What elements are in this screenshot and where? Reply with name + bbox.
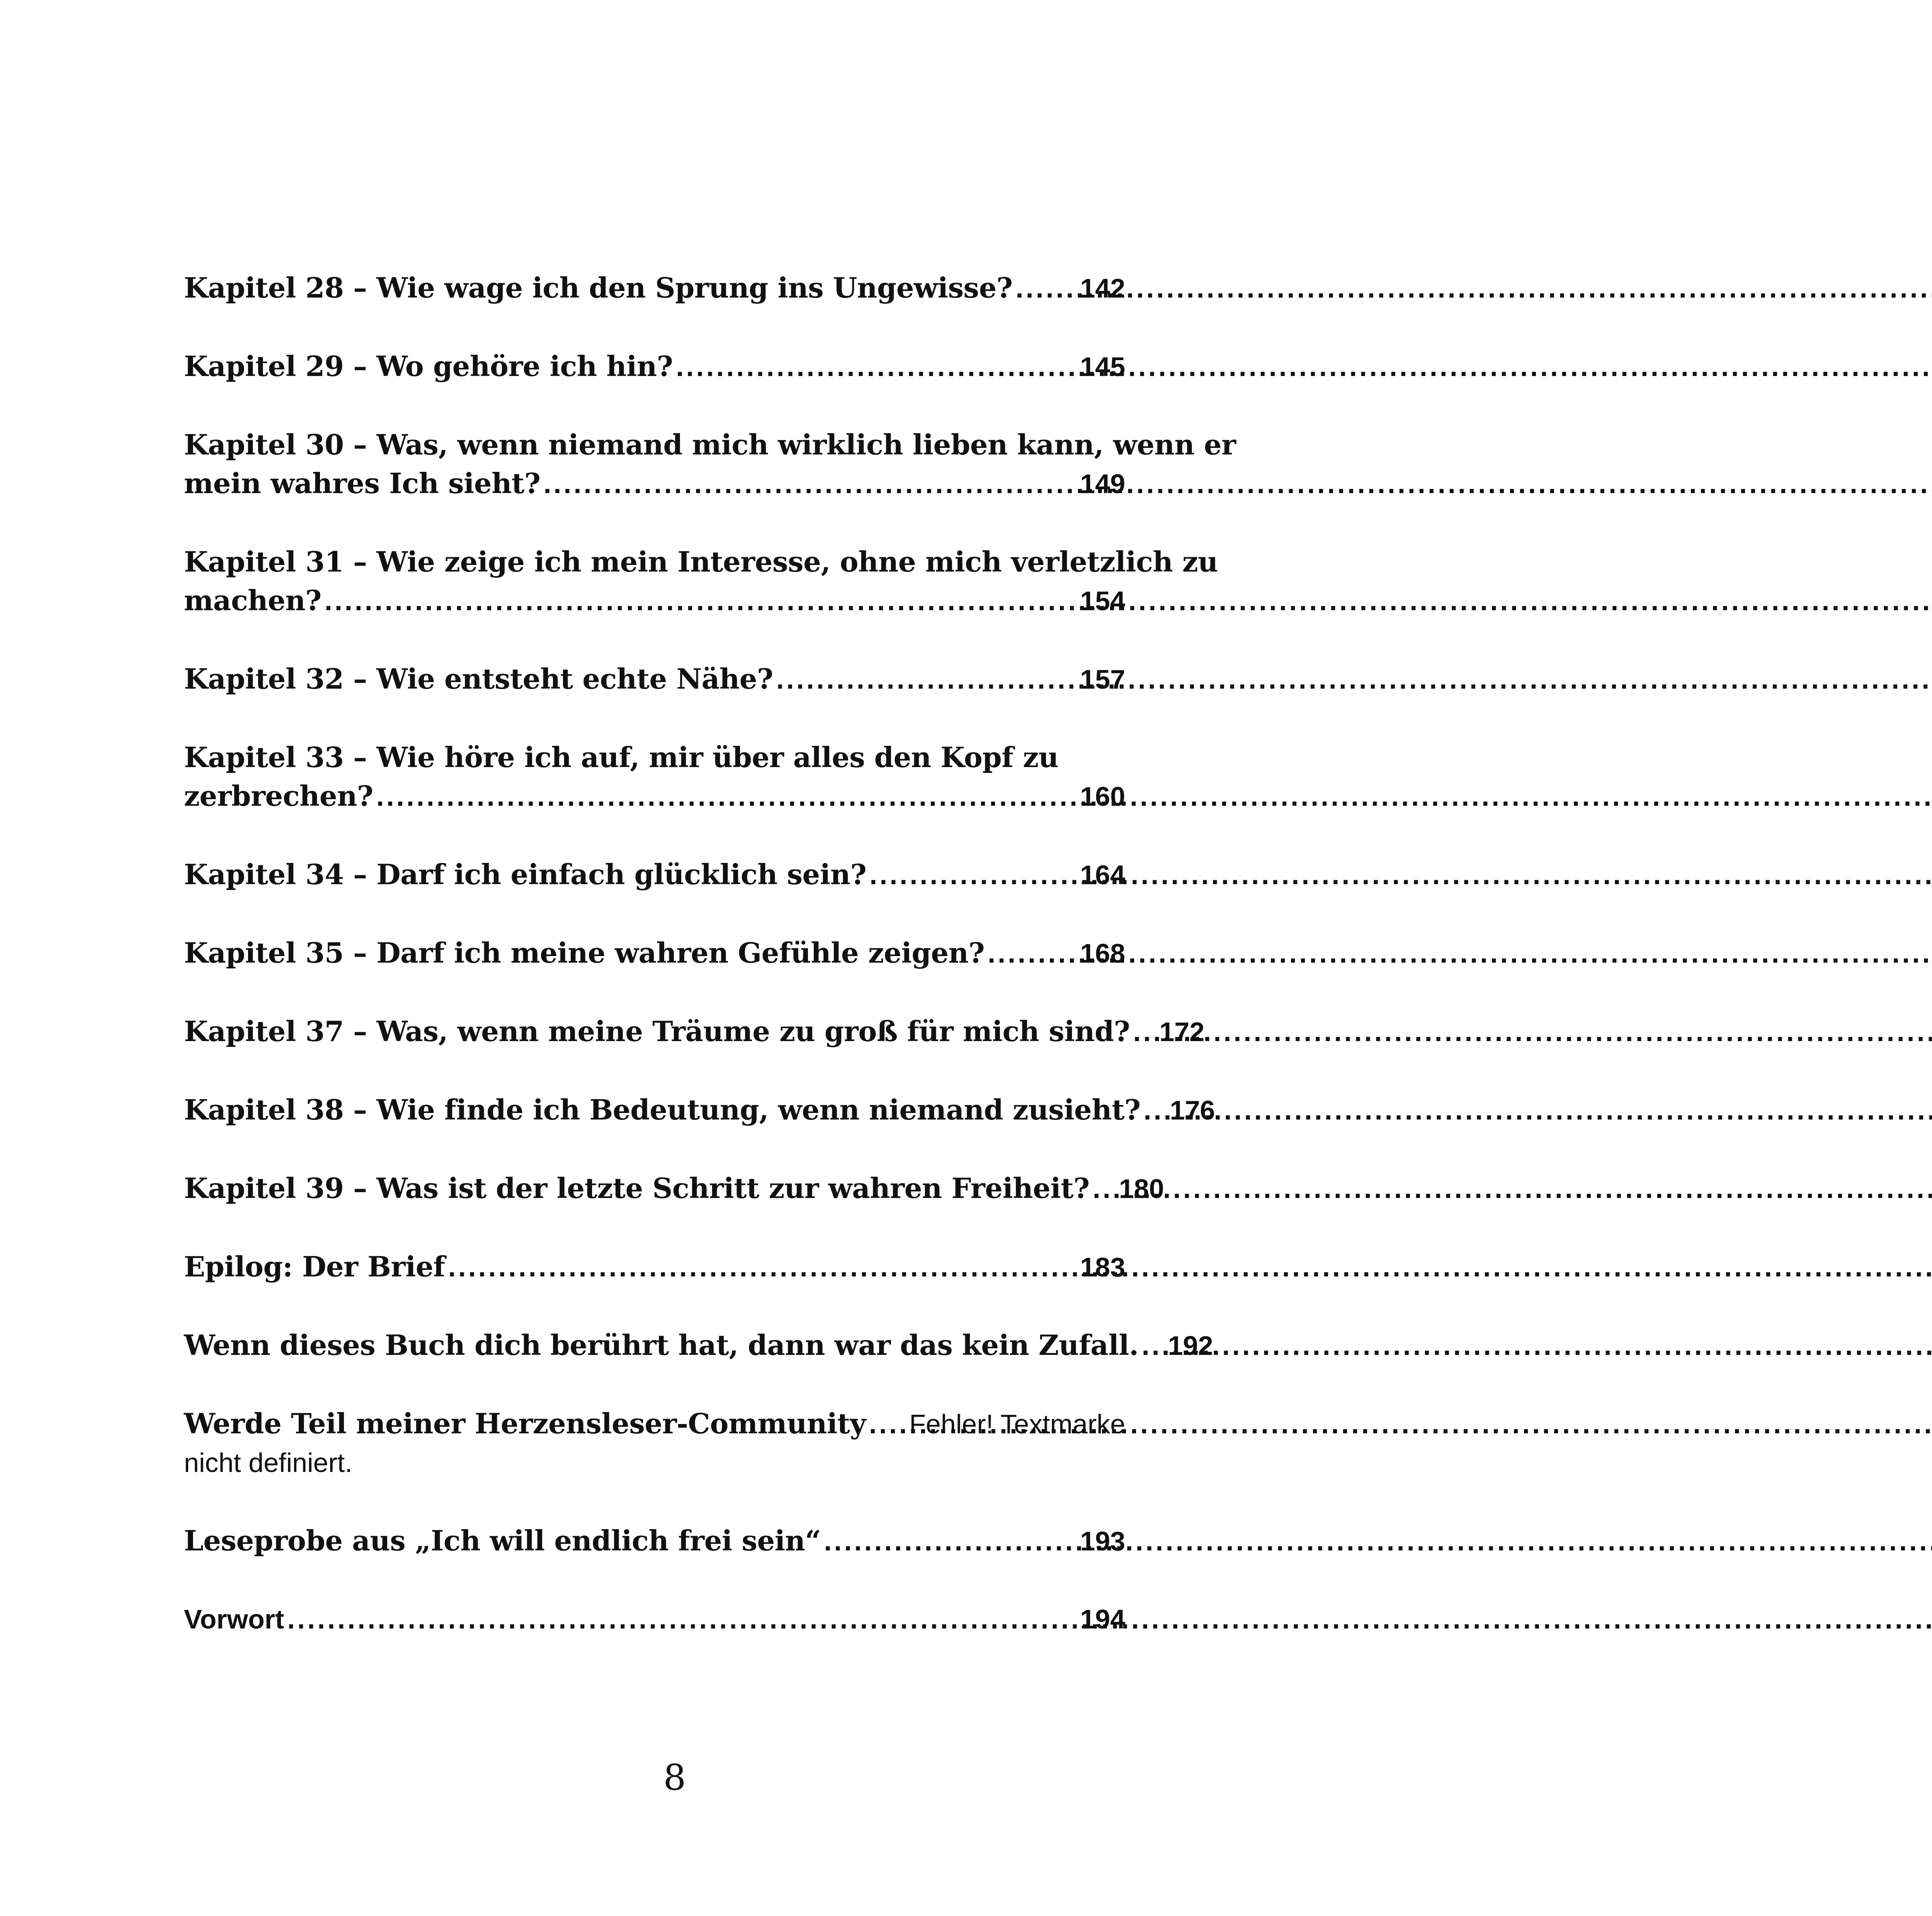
toc-entry-page: 194 <box>1080 1604 1125 1634</box>
toc-entry-leseprobe[interactable] <box>184 1521 1125 1560</box>
toc-entry-line <box>184 1091 1215 1130</box>
dot-leader <box>866 1405 909 1443</box>
toc-entry-line <box>184 1169 1164 1208</box>
toc-entry-title: Kapitel 37 – Was, wenn meine Träume zu groß für mich sind? <box>184 1015 1130 1048</box>
dot-leader <box>1090 1169 1119 1208</box>
toc-entry-page: 176 <box>1170 1095 1215 1125</box>
toc-entry-nachwort[interactable] <box>184 1326 1213 1365</box>
toc-entry-line <box>184 1404 1125 1443</box>
toc-entry-page-error: Fehler! Textmarke <box>909 1409 1125 1439</box>
toc-entry-kapitel-29[interactable] <box>184 347 1125 386</box>
toc-entry-line <box>184 1600 1125 1639</box>
toc-entry-page: 192 <box>1168 1331 1213 1361</box>
dot-leader <box>673 347 1080 386</box>
toc-entry-community[interactable] <box>184 1404 1125 1482</box>
toc-entry-kapitel-33[interactable] <box>184 738 1125 816</box>
table-of-contents <box>184 269 1236 1678</box>
toc-entry-kapitel-31[interactable] <box>184 543 1218 620</box>
toc-entry-page: 183 <box>1080 1252 1125 1282</box>
toc-entry-page: 172 <box>1159 1017 1205 1047</box>
toc-entry-title: Kapitel 29 – Wo gehöre ich hin? <box>184 350 673 383</box>
dot-leader <box>1141 1091 1170 1130</box>
toc-entry-line <box>184 1521 1125 1560</box>
toc-entry-title-continued: mein wahres Ich sieht? <box>184 467 541 500</box>
toc-entry-title: Kapitel 33 – Wie höre ich auf, mir über alles den Kopf zu <box>184 741 1059 774</box>
toc-entry-line <box>184 934 1125 973</box>
toc-entry-title: Kapitel 39 – Was ist der letzte Schritt zur wahren Freiheit? <box>184 1172 1090 1205</box>
toc-entry-epilog[interactable] <box>184 1247 1125 1286</box>
dot-leader <box>1012 269 1080 308</box>
toc-entry-title-continued: zerbrechen? <box>184 779 373 812</box>
toc-entry-page: 168 <box>1080 938 1125 968</box>
toc-entry-title: Kapitel 31 – Wie zeige ich mein Interesse, ohne mich verletzlich zu <box>184 545 1218 578</box>
toc-entry-kapitel-37[interactable] <box>184 1012 1205 1051</box>
toc-entry-title: Epilog: Der Brief <box>184 1250 445 1283</box>
toc-entry-line <box>184 581 1125 620</box>
dot-leader <box>773 660 1080 699</box>
toc-entry-title: Kapitel 34 – Darf ich einfach glücklich sein? <box>184 858 867 891</box>
toc-entry-title: Leseprobe aus „Ich will endlich frei sein“ <box>184 1524 821 1557</box>
dot-leader <box>866 856 1080 894</box>
dot-leader <box>284 1600 1080 1639</box>
dot-leader <box>373 777 1080 816</box>
toc-entry-kapitel-38[interactable] <box>184 1091 1215 1130</box>
dot-leader <box>541 465 1080 503</box>
toc-entry-line <box>184 1247 1125 1286</box>
toc-entry-title: Wenn dieses Buch dich berührt hat, dann war das kein Zufall. <box>184 1329 1139 1361</box>
toc-entry-title: Kapitel 28 – Wie wage ich den Sprung ins Ungewisse? <box>184 271 1013 304</box>
dot-leader <box>821 1522 1080 1560</box>
toc-entry-page: 164 <box>1080 860 1125 890</box>
toc-entry-line <box>184 777 1125 816</box>
toc-entry-line <box>184 855 1125 894</box>
dot-leader <box>985 934 1080 973</box>
toc-entry-title: Kapitel 30 – Was, wenn niemand mich wirklich lieben kann, wenn er <box>184 428 1236 461</box>
toc-entry-line <box>184 1326 1213 1365</box>
toc-entry-page: 193 <box>1080 1526 1125 1556</box>
toc-entry-page: 157 <box>1080 664 1125 694</box>
toc-entry-page: 180 <box>1119 1174 1164 1204</box>
toc-entry-title: Kapitel 35 – Darf ich meine wahren Gefühle zeigen? <box>184 936 985 969</box>
toc-entry-kapitel-32[interactable] <box>184 660 1125 699</box>
page-number: 8 <box>663 1757 686 1798</box>
toc-entry-line <box>184 269 1125 308</box>
toc-entry-title: Werde Teil meiner Herzensleser-Community <box>184 1407 866 1440</box>
toc-entry-line <box>184 464 1125 503</box>
toc-entry-kapitel-30[interactable] <box>184 425 1236 503</box>
toc-entry-line <box>184 1012 1205 1051</box>
dot-leader <box>445 1248 1080 1286</box>
dot-leader <box>321 582 1080 620</box>
dot-leader <box>1130 1012 1159 1051</box>
toc-entry-vorwort[interactable] <box>184 1600 1125 1639</box>
toc-entry-title: Vorwort <box>184 1604 284 1634</box>
toc-entry-kapitel-39[interactable] <box>184 1169 1164 1208</box>
dot-leader <box>1139 1326 1168 1365</box>
toc-entry-page: 142 <box>1080 273 1125 303</box>
toc-entry-page: 145 <box>1080 352 1125 382</box>
toc-entry-kapitel-28[interactable] <box>184 269 1125 308</box>
toc-entry-line <box>184 347 1125 386</box>
toc-entry-title-continued: machen? <box>184 584 321 617</box>
toc-entry-title: Kapitel 38 – Wie finde ich Bedeutung, wenn niemand zusieht? <box>184 1093 1141 1126</box>
toc-entry-kapitel-34[interactable] <box>184 855 1125 894</box>
toc-entry-page: 160 <box>1080 781 1125 812</box>
toc-entry-page-error-continued: nicht definiert. <box>184 1448 352 1478</box>
toc-entry-page: 149 <box>1080 469 1125 499</box>
toc-entry-title: Kapitel 32 – Wie entsteht echte Nähe? <box>184 662 773 695</box>
toc-entry-line <box>184 660 1125 699</box>
toc-entry-kapitel-35[interactable] <box>184 934 1125 973</box>
toc-entry-page: 154 <box>1080 586 1125 616</box>
